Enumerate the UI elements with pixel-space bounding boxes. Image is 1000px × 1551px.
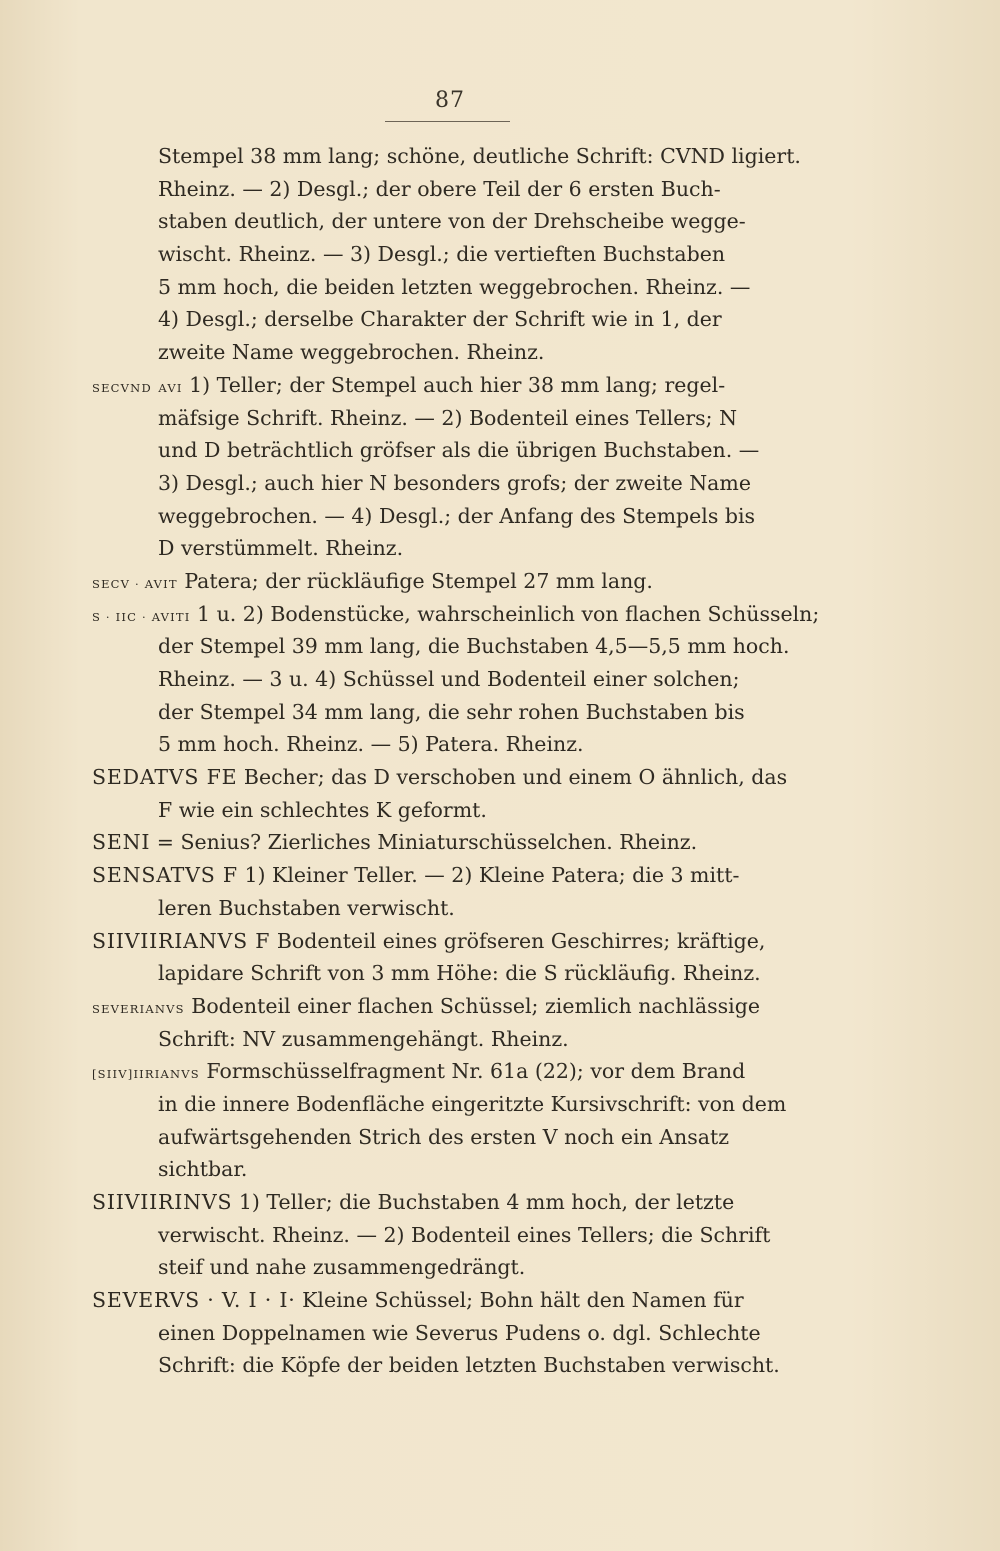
entry-line — [92, 598, 820, 631]
text-line — [92, 238, 812, 271]
text-segment: 5 mm hoch, die beiden letzten weggebrochen. Rheinz. — — [158, 274, 751, 299]
text-segment: leren Buchstaben verwischt. — [158, 895, 455, 920]
text-segment: Schrift: die Köpfe der beiden letzten Buchstaben verwischt. — [158, 1353, 780, 1378]
text-segment: mäfsige Schrift. Rheinz. — 2) Bodenteil eines Tellers; N — [158, 405, 738, 430]
stamp-name: SECVND — [92, 380, 152, 395]
entry-line — [92, 1284, 812, 1317]
text-line — [92, 892, 812, 925]
stamp-name: SEDATVS FE — [92, 765, 238, 790]
text-segment: Rheinz. — 3 u. 4) Schüssel und Bodenteil einer solchen; — [158, 667, 740, 691]
text-line — [92, 728, 812, 761]
stamp-name: S · IIC · AVITI — [92, 609, 191, 624]
text-line — [92, 1349, 812, 1382]
text-segment: sichtbar. — [158, 1157, 248, 1182]
text-line — [92, 1251, 812, 1284]
text-segment: aufwärtsgehenden Strich des ersten V noch ein Ansatz — [158, 1124, 730, 1149]
page-number: 87 — [435, 88, 465, 113]
text-line — [92, 1121, 812, 1154]
stamp-name: SECV · AVIT — [92, 576, 178, 591]
text-segment: der Stempel 39 mm lang, die Buchstaben 4,5—5,5 mm hoch. — [158, 634, 790, 659]
entry-line — [92, 1055, 812, 1088]
text-segment: wischt. Rheinz. — 3) Desgl.; die vertieften Buchstaben — [158, 242, 726, 267]
text-line — [92, 1219, 812, 1252]
text-segment: Kleine Schüssel; Bohn hält den Namen für — [295, 1288, 744, 1313]
entry-line — [92, 990, 812, 1023]
text-segment: Becher; das D verschoben und einem O ähnlich, das — [237, 765, 788, 790]
entry-line — [92, 761, 812, 794]
text-line — [92, 1317, 812, 1350]
text-line — [92, 205, 812, 238]
text-line — [92, 630, 812, 663]
text-segment: = Senius? Zierliches Miniaturschüsselchen. Rheinz. — [150, 830, 698, 855]
stamp-name: SIIVIIRIANVS F — [92, 928, 271, 953]
text-segment: 3) Desgl.; auch hier N besonders grofs; der zweite Name — [158, 470, 751, 495]
text-line — [92, 434, 812, 467]
text-line — [92, 663, 812, 696]
text-segment: einen Doppelnamen wie Severus Pudens o. dgl. Schlechte — [158, 1320, 761, 1345]
text-line — [92, 303, 812, 336]
text-segment: zweite Name weggebrochen. Rheinz. — [158, 340, 545, 365]
text-line — [92, 140, 812, 173]
text-segment: Bodenteil eines gröfseren Geschirres; kräftige, — [270, 928, 766, 953]
text-segment: staben deutlich, der untere von der Drehscheibe wegge- — [158, 209, 746, 234]
stamp-name: SIIVIIRINVS — [92, 1190, 233, 1214]
text-line — [92, 1153, 812, 1186]
text-segment: Bodenteil einer flachen Schüssel; ziemlich nachlässige — [184, 993, 760, 1018]
text-segment: D verstümmelt. Rheinz. — [158, 536, 404, 561]
text-segment: lapidare Schrift von 3 mm Höhe: die S rückläufig. Rheinz. — [158, 961, 761, 986]
text-segment: Formschüsselfragment Nr. 61a (22); vor dem Brand — [199, 1059, 746, 1084]
page-number-rule — [385, 121, 510, 122]
text-segment: 4) Desgl.; derselbe Charakter der Schrift wie in 1, der — [158, 307, 722, 332]
text-line — [92, 1023, 812, 1056]
text-segment: Rheinz. — 2) Desgl.; der obere Teil der 6 ersten Buch- — [158, 176, 721, 201]
text-segment: weggebrochen. — 4) Desgl.; der Anfang des Stempels bis — [158, 503, 756, 528]
text-line — [92, 173, 812, 206]
entry-line — [92, 1186, 812, 1219]
text-line — [92, 402, 812, 435]
text-segment: und D beträchtlich gröfser als die übrigen Buchstaben. — — [158, 438, 760, 463]
text-line — [92, 1088, 812, 1121]
text-segment: Stempel 38 mm lang; schöne, deutliche Schrift: CVND ligiert. — [158, 144, 801, 168]
text-segment: 1) Kleiner Teller. — 2) Kleine Patera; die 3 mitt- — [237, 863, 740, 888]
text-line — [92, 271, 812, 304]
text-segment: verwischt. Rheinz. — 2) Bodenteil eines Tellers; die Schrift — [158, 1222, 771, 1247]
text-line — [92, 696, 812, 729]
stamp-name: AVI — [158, 380, 183, 395]
text-line — [92, 336, 812, 369]
text-segment: in die innere Bodenfläche eingeritzte Kursivschrift: von dem — [158, 1091, 787, 1116]
text-line — [92, 467, 812, 500]
text-segment: Schrift: NV zusammengehängt. Rheinz. — [158, 1026, 569, 1051]
entry-line — [92, 925, 812, 958]
entry-line — [92, 826, 812, 859]
stamp-name: SEVERIANVS — [92, 1001, 185, 1016]
text-line — [92, 532, 812, 565]
stamp-name: SEVERVS · V. I · I· — [92, 1288, 296, 1313]
text-line — [92, 794, 812, 827]
text-segment: 1) Teller; die Buchstaben 4 mm hoch, der letzte — [232, 1190, 735, 1214]
text-body — [92, 140, 820, 1382]
text-segment: 1) Teller; der Stempel auch hier 38 mm lang; regel- — [182, 372, 726, 397]
text-segment: 1 u. 2) Bodenstücke, wahrscheinlich von flachen Schüsseln; — [190, 601, 820, 626]
entry-line — [92, 859, 812, 892]
text-segment: F wie ein schlechtes K geformt. — [158, 797, 487, 822]
text-segment: 5 mm hoch. Rheinz. — 5) Patera. Rheinz. — [158, 732, 584, 757]
stamp-name: SENSATVS F — [92, 863, 238, 888]
text-segment: der Stempel 34 mm lang, die sehr rohen Buchstaben bis — [158, 699, 745, 724]
text-segment: Patera; der rückläufige Stempel 27 mm lang. — [177, 568, 653, 593]
text-line — [92, 500, 812, 533]
entry-line — [92, 369, 812, 402]
text-segment: steif und nahe zusammengedrängt. — [158, 1255, 526, 1280]
stamp-name: SENI — [92, 830, 151, 855]
text-line — [92, 957, 812, 990]
stamp-name: [SIIV]IIRIANVS — [92, 1067, 200, 1082]
entry-line — [92, 565, 812, 598]
